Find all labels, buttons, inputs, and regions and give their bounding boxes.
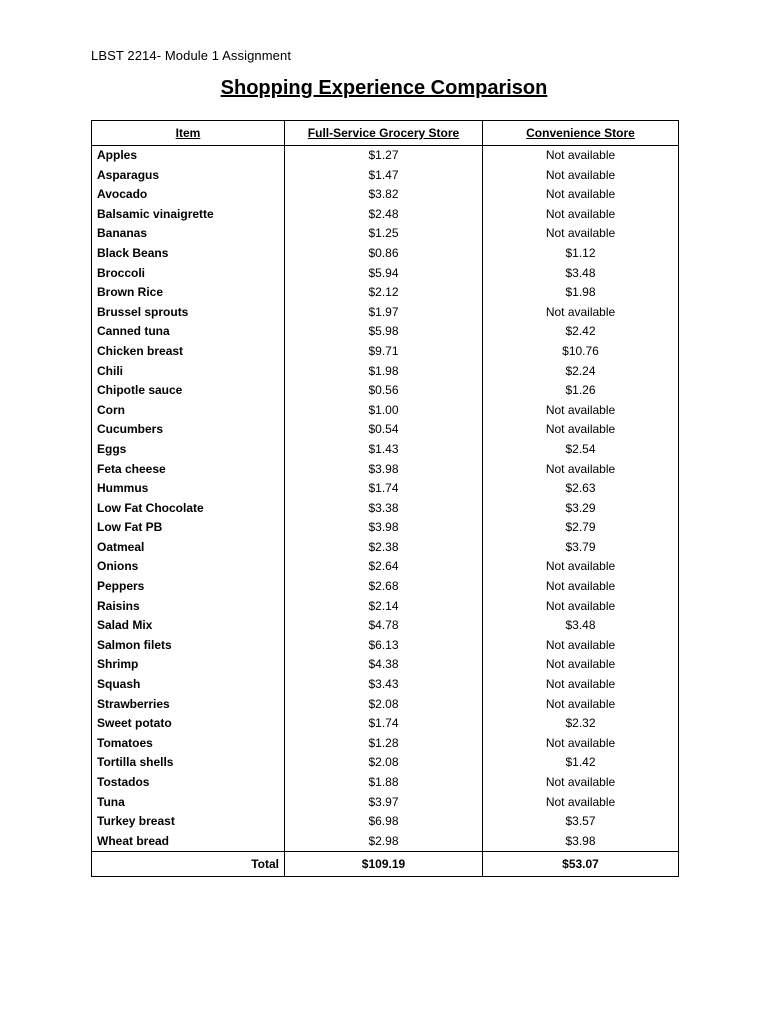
full-service-price-cell: $5.98 <box>285 322 483 342</box>
item-cell: Peppers <box>92 577 285 597</box>
full-service-price-cell: $1.25 <box>285 224 483 244</box>
item-cell: Tortilla shells <box>92 753 285 773</box>
table-row <box>92 675 679 695</box>
table-row <box>92 812 679 832</box>
convenience-price-cell: Not available <box>483 577 679 597</box>
item-cell: Turkey breast <box>92 812 285 832</box>
item-cell: Canned tuna <box>92 322 285 342</box>
convenience-price-cell: Not available <box>483 205 679 225</box>
table-row <box>92 244 679 264</box>
table-row <box>92 224 679 244</box>
item-cell: Raisins <box>92 597 285 617</box>
full-service-price-cell: $2.68 <box>285 577 483 597</box>
item-cell: Corn <box>92 401 285 421</box>
convenience-price-cell: Not available <box>483 557 679 577</box>
total-full-service: $109.19 <box>285 852 483 877</box>
full-service-price-cell: $3.98 <box>285 460 483 480</box>
item-cell: Eggs <box>92 440 285 460</box>
item-cell: Salad Mix <box>92 616 285 636</box>
table-row <box>92 538 679 558</box>
table-header-row <box>92 121 679 146</box>
table-row <box>92 205 679 225</box>
full-service-price-cell: $3.38 <box>285 499 483 519</box>
item-cell: Sweet potato <box>92 714 285 734</box>
table-row <box>92 303 679 323</box>
item-cell: Chipotle sauce <box>92 381 285 401</box>
convenience-price-cell: $3.79 <box>483 538 679 558</box>
table-row <box>92 773 679 793</box>
item-cell: Tuna <box>92 793 285 813</box>
item-cell: Onions <box>92 557 285 577</box>
item-cell: Hummus <box>92 479 285 499</box>
convenience-price-cell: Not available <box>483 146 679 166</box>
table-row <box>92 479 679 499</box>
full-service-price-cell: $1.74 <box>285 479 483 499</box>
item-cell: Salmon filets <box>92 636 285 656</box>
total-label: Total <box>92 852 285 877</box>
full-service-price-cell: $3.82 <box>285 185 483 205</box>
full-service-price-cell: $0.86 <box>285 244 483 264</box>
full-service-price-cell: $1.47 <box>285 166 483 186</box>
full-service-price-cell: $1.97 <box>285 303 483 323</box>
convenience-price-cell: $3.57 <box>483 812 679 832</box>
item-cell: Tomatoes <box>92 734 285 754</box>
full-service-price-cell: $2.14 <box>285 597 483 617</box>
table-row <box>92 283 679 303</box>
convenience-price-cell: $2.63 <box>483 479 679 499</box>
item-cell: Brussel sprouts <box>92 303 285 323</box>
convenience-price-cell: Not available <box>483 734 679 754</box>
convenience-price-cell: $10.76 <box>483 342 679 362</box>
convenience-price-cell: $2.79 <box>483 518 679 538</box>
full-service-price-cell: $2.48 <box>285 205 483 225</box>
full-service-price-cell: $6.13 <box>285 636 483 656</box>
item-cell: Bananas <box>92 224 285 244</box>
column-header-full-service: Full-Service Grocery Store <box>285 121 483 146</box>
full-service-price-cell: $3.43 <box>285 675 483 695</box>
item-cell: Chicken breast <box>92 342 285 362</box>
item-cell: Chili <box>92 362 285 382</box>
table-row <box>92 695 679 715</box>
full-service-price-cell: $1.43 <box>285 440 483 460</box>
table-row <box>92 146 679 166</box>
full-service-price-cell: $3.98 <box>285 518 483 538</box>
convenience-price-cell: Not available <box>483 695 679 715</box>
table-row <box>92 322 679 342</box>
item-cell: Broccoli <box>92 264 285 284</box>
table-row <box>92 460 679 480</box>
convenience-price-cell: Not available <box>483 793 679 813</box>
table-row <box>92 577 679 597</box>
convenience-price-cell: $3.48 <box>483 616 679 636</box>
page-title: Shopping Experience Comparison <box>220 77 548 99</box>
item-cell: Brown Rice <box>92 283 285 303</box>
item-cell: Shrimp <box>92 655 285 675</box>
column-header-convenience: Convenience Store <box>483 121 679 146</box>
convenience-price-cell: Not available <box>483 675 679 695</box>
convenience-price-cell: Not available <box>483 460 679 480</box>
item-cell: Oatmeal <box>92 538 285 558</box>
convenience-price-cell: $3.29 <box>483 499 679 519</box>
item-cell: Balsamic vinaigrette <box>92 205 285 225</box>
table-row <box>92 597 679 617</box>
document-header: LBST 2214- Module 1 Assignment <box>91 48 292 63</box>
table-row <box>92 264 679 284</box>
convenience-price-cell: Not available <box>483 303 679 323</box>
table-row <box>92 166 679 186</box>
table-row <box>92 793 679 813</box>
table-row <box>92 557 679 577</box>
table-row <box>92 636 679 656</box>
convenience-price-cell: $3.98 <box>483 832 679 852</box>
table-row <box>92 401 679 421</box>
table-row <box>92 832 679 852</box>
table-row <box>92 734 679 754</box>
convenience-price-cell: Not available <box>483 636 679 656</box>
table-row <box>92 714 679 734</box>
full-service-price-cell: $2.64 <box>285 557 483 577</box>
item-cell: Squash <box>92 675 285 695</box>
full-service-price-cell: $2.38 <box>285 538 483 558</box>
table-row <box>92 362 679 382</box>
full-service-price-cell: $4.78 <box>285 616 483 636</box>
full-service-price-cell: $5.94 <box>285 264 483 284</box>
item-cell: Tostados <box>92 773 285 793</box>
convenience-price-cell: Not available <box>483 401 679 421</box>
item-cell: Cucumbers <box>92 420 285 440</box>
item-cell: Avocado <box>92 185 285 205</box>
table-row <box>92 655 679 675</box>
full-service-price-cell: $1.00 <box>285 401 483 421</box>
convenience-price-cell: $1.98 <box>483 283 679 303</box>
convenience-price-cell: $1.26 <box>483 381 679 401</box>
total-row <box>92 852 679 877</box>
full-service-price-cell: $6.98 <box>285 812 483 832</box>
full-service-price-cell: $0.54 <box>285 420 483 440</box>
item-cell: Feta cheese <box>92 460 285 480</box>
full-service-price-cell: $2.12 <box>285 283 483 303</box>
table-row <box>92 499 679 519</box>
convenience-price-cell: $1.12 <box>483 244 679 264</box>
full-service-price-cell: $3.97 <box>285 793 483 813</box>
item-cell: Wheat bread <box>92 832 285 852</box>
table-row <box>92 381 679 401</box>
full-service-price-cell: $2.08 <box>285 753 483 773</box>
table-row <box>92 342 679 362</box>
convenience-price-cell: $2.32 <box>483 714 679 734</box>
full-service-price-cell: $1.98 <box>285 362 483 382</box>
total-convenience: $53.07 <box>483 852 679 877</box>
table-row <box>92 185 679 205</box>
table-row <box>92 616 679 636</box>
item-cell: Black Beans <box>92 244 285 264</box>
convenience-price-cell: Not available <box>483 655 679 675</box>
full-service-price-cell: $4.38 <box>285 655 483 675</box>
convenience-price-cell: $3.48 <box>483 264 679 284</box>
convenience-price-cell: $2.42 <box>483 322 679 342</box>
table-row <box>92 753 679 773</box>
full-service-price-cell: $1.74 <box>285 714 483 734</box>
convenience-price-cell: $1.42 <box>483 753 679 773</box>
table-body <box>92 146 679 852</box>
column-header-item: Item <box>92 121 285 146</box>
table-row <box>92 420 679 440</box>
item-cell: Low Fat PB <box>92 518 285 538</box>
comparison-table <box>91 120 679 877</box>
table-row <box>92 440 679 460</box>
full-service-price-cell: $1.27 <box>285 146 483 166</box>
convenience-price-cell: $2.24 <box>483 362 679 382</box>
item-cell: Asparagus <box>92 166 285 186</box>
convenience-price-cell: Not available <box>483 166 679 186</box>
convenience-price-cell: Not available <box>483 185 679 205</box>
full-service-price-cell: $1.88 <box>285 773 483 793</box>
full-service-price-cell: $2.98 <box>285 832 483 852</box>
table-row <box>92 518 679 538</box>
item-cell: Low Fat Chocolate <box>92 499 285 519</box>
convenience-price-cell: Not available <box>483 773 679 793</box>
item-cell: Apples <box>92 146 285 166</box>
convenience-price-cell: Not available <box>483 420 679 440</box>
full-service-price-cell: $0.56 <box>285 381 483 401</box>
convenience-price-cell: Not available <box>483 224 679 244</box>
convenience-price-cell: Not available <box>483 597 679 617</box>
item-cell: Strawberries <box>92 695 285 715</box>
full-service-price-cell: $2.08 <box>285 695 483 715</box>
full-service-price-cell: $9.71 <box>285 342 483 362</box>
full-service-price-cell: $1.28 <box>285 734 483 754</box>
convenience-price-cell: $2.54 <box>483 440 679 460</box>
